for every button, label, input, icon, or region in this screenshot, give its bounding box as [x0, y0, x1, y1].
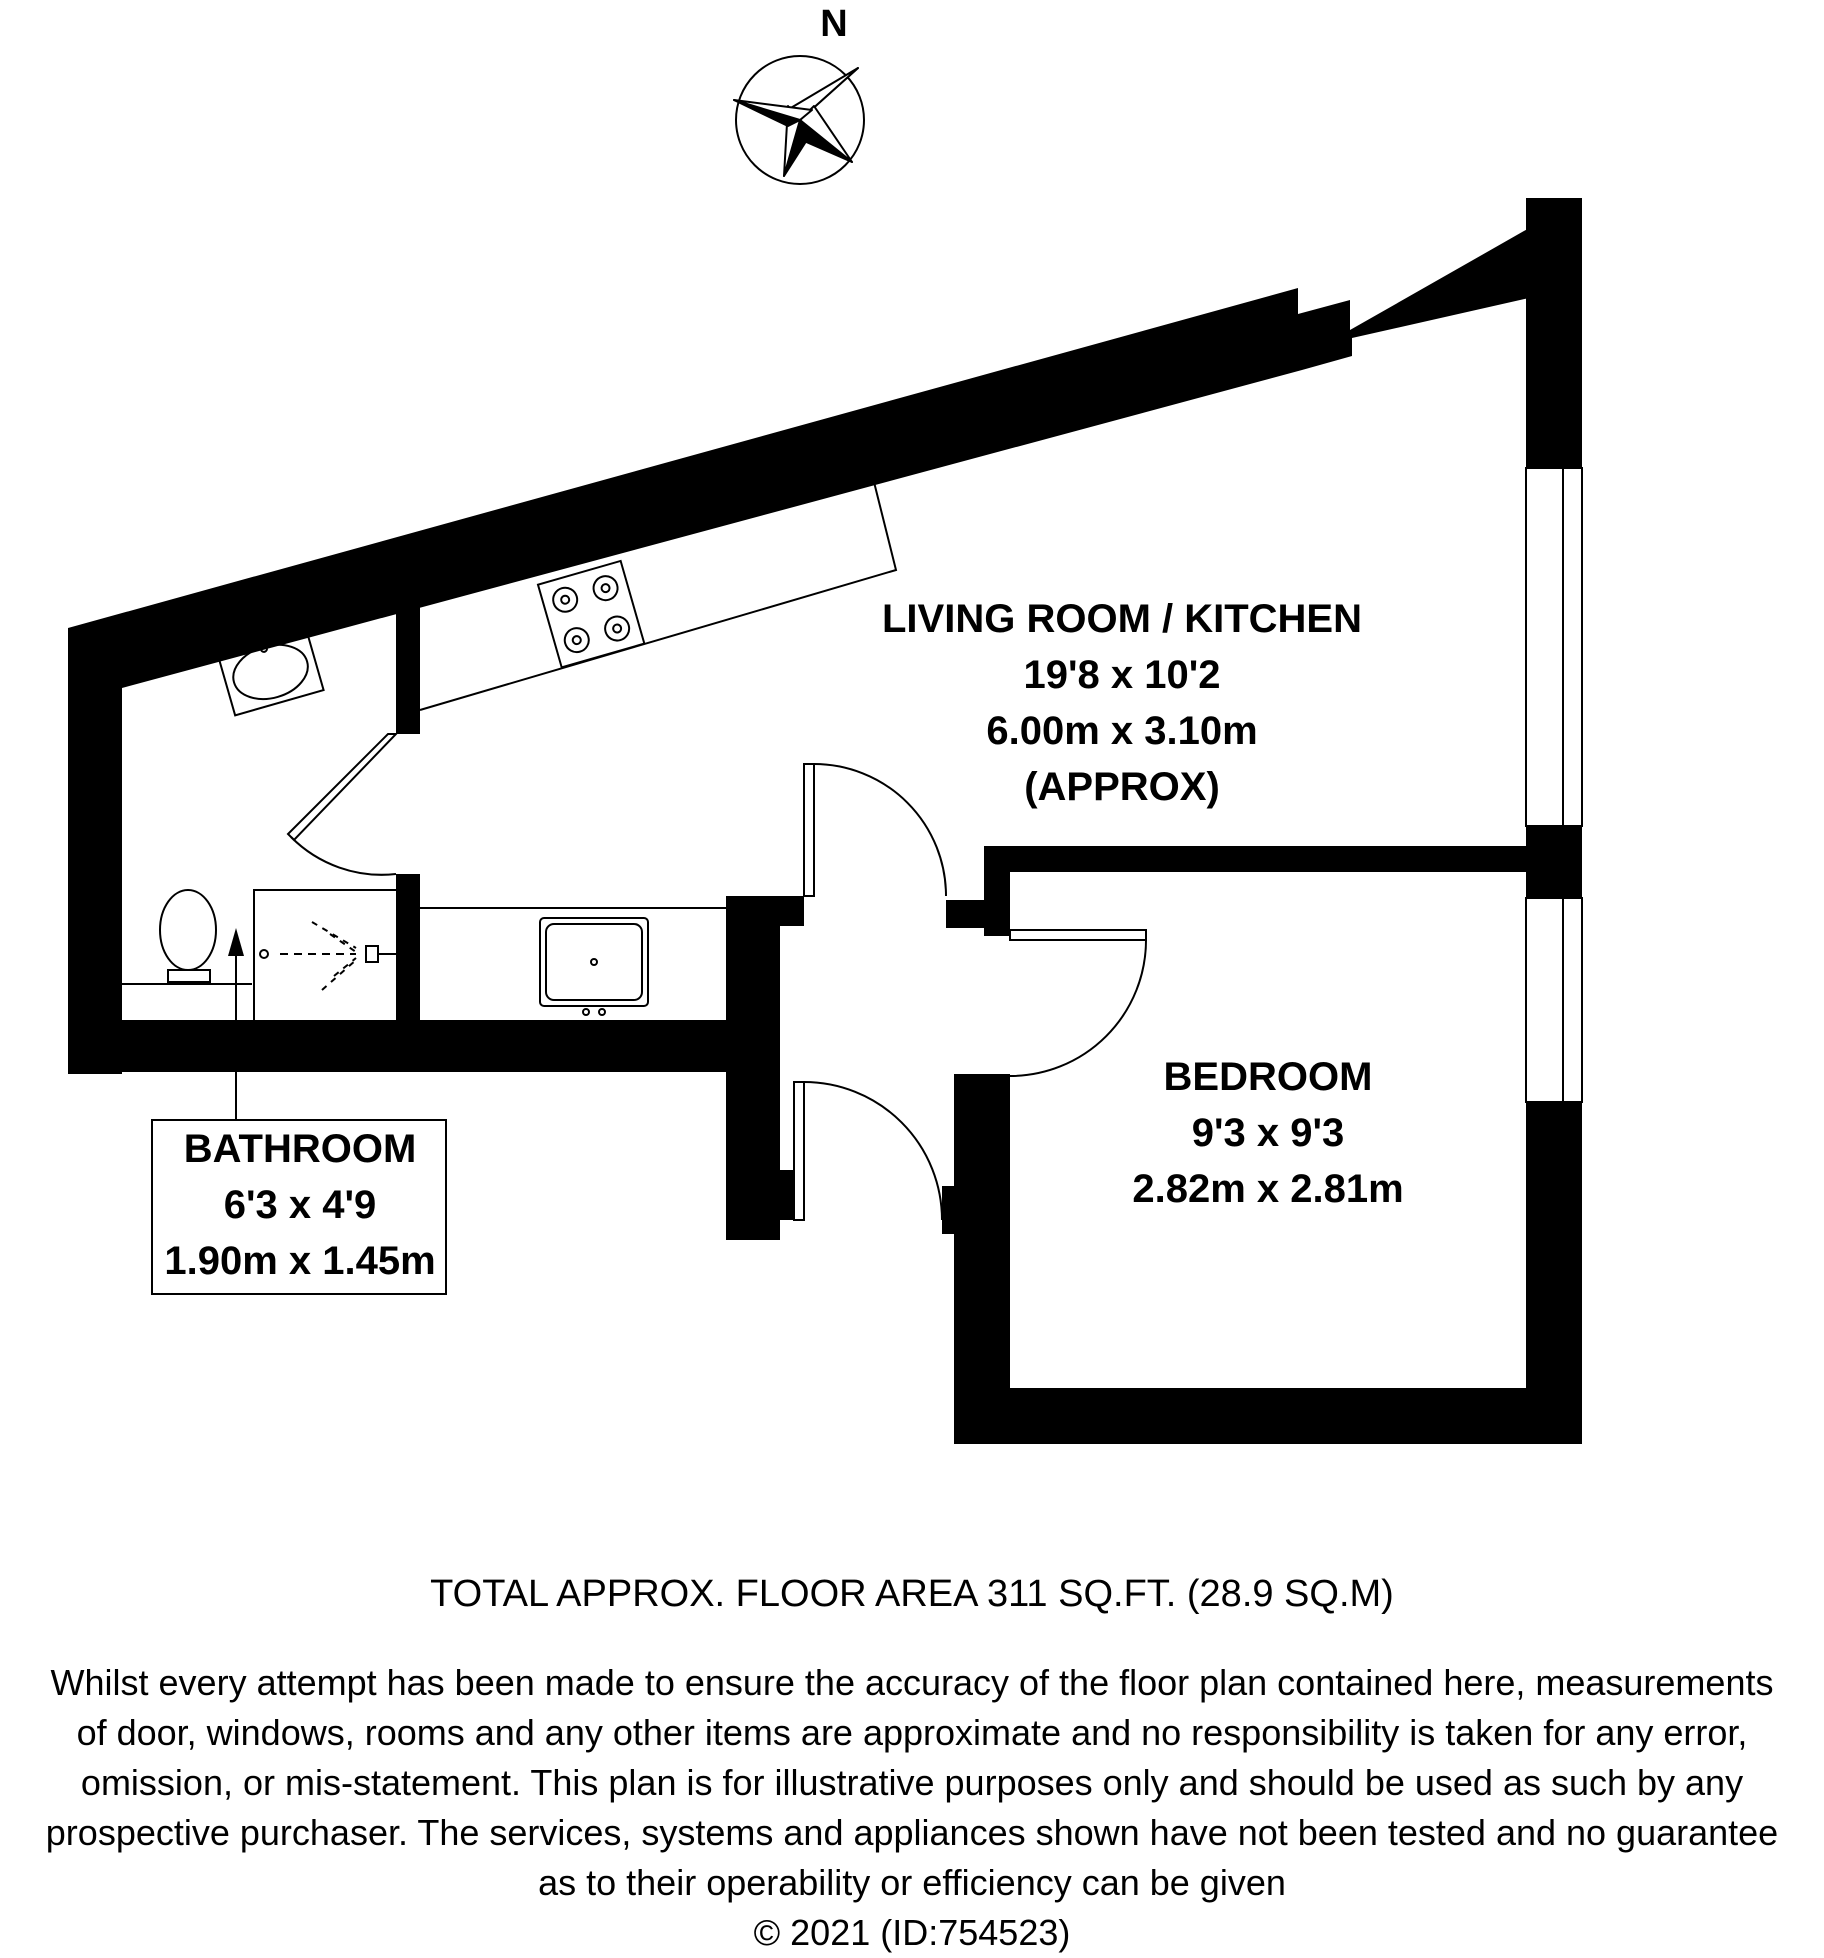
living-room-imperial: 19'8 x 10'2	[1023, 653, 1221, 697]
compass	[734, 3, 864, 184]
bedroom-door	[1010, 930, 1146, 1076]
wall-bedroom-south	[954, 1388, 1582, 1444]
living-room-metric: 6.00m x 3.10m	[986, 709, 1258, 753]
disclaimer-line: prospective purchaser. The services, systems and appliances shown have not been tested and no guarantee	[45, 1812, 1779, 1853]
wall-bath-partition-upper	[396, 598, 420, 734]
bedroom-label	[1132, 1055, 1403, 1211]
wall-west	[68, 628, 122, 1074]
hob-icon	[538, 561, 644, 667]
window-living	[1526, 468, 1582, 826]
copyright: © 2021 (ID:754523)	[753, 1912, 1071, 1953]
disclaimer-line: of door, windows, rooms and any other items are approximate and no responsibility is taken for any error,	[76, 1712, 1748, 1753]
bathroom-name: BATHROOM	[183, 1127, 417, 1171]
bedroom-metric: 2.82m x 2.81m	[1132, 1167, 1404, 1211]
shower-icon	[254, 890, 396, 1020]
wall-hall-west	[726, 896, 780, 1240]
bathroom-fittings	[122, 625, 396, 1020]
living-room-door	[804, 764, 946, 896]
disclaimer-line: omission, or mis-statement. This plan is for illustrative purposes only and should be used as such by any	[80, 1762, 1744, 1803]
living-room-label	[882, 597, 1362, 809]
wall-bath-partition-lower	[396, 874, 420, 1024]
kitchen-sink-icon	[540, 918, 648, 1015]
wall-hall-kitchen-stub	[750, 896, 762, 926]
wall-hall-west-bottom	[780, 1170, 794, 1220]
wall-living-bedroom	[984, 846, 1526, 872]
bedroom-imperial: 9'3 x 9'3	[1191, 1111, 1345, 1155]
wall-bedroom-west-stub	[942, 1186, 962, 1234]
disclaimer-line: Whilst every attempt has been made to ensure the accuracy of the floor plan contained here, measurements	[50, 1662, 1774, 1703]
bathroom-metric: 1.90m x 1.45m	[164, 1239, 436, 1283]
windows	[1526, 468, 1582, 1102]
wall-east-pier	[1526, 826, 1582, 898]
living-room-name: LIVING ROOM / KITCHEN	[882, 597, 1362, 641]
living-room-note: (APPROX)	[1024, 765, 1220, 809]
total-floor-area: TOTAL APPROX. FLOOR AREA 311 SQ.FT. (28.9 SQ.M)	[430, 1573, 1394, 1615]
wall-bedroom-west-lower	[954, 1074, 1010, 1444]
wall-east-upper	[1526, 198, 1582, 468]
bathroom-imperial: 6'3 x 4'9	[223, 1183, 377, 1227]
bedroom-name: BEDROOM	[1163, 1055, 1373, 1099]
wall-bedroom-door-jamb	[946, 900, 1010, 928]
window-bedroom	[1526, 898, 1582, 1102]
wall-hall-west-stub	[760, 896, 804, 926]
entrance-door	[794, 1082, 942, 1220]
arrow-up-icon	[228, 928, 244, 956]
disclaimer-line: as to their operability or efficiency can be given	[538, 1862, 1286, 1903]
wall-south-kitchen	[68, 1020, 750, 1072]
bathroom-door	[288, 734, 396, 875]
north-label: N	[820, 3, 848, 45]
toilet-icon	[122, 890, 252, 984]
disclaimer	[0, 1658, 1824, 1958]
